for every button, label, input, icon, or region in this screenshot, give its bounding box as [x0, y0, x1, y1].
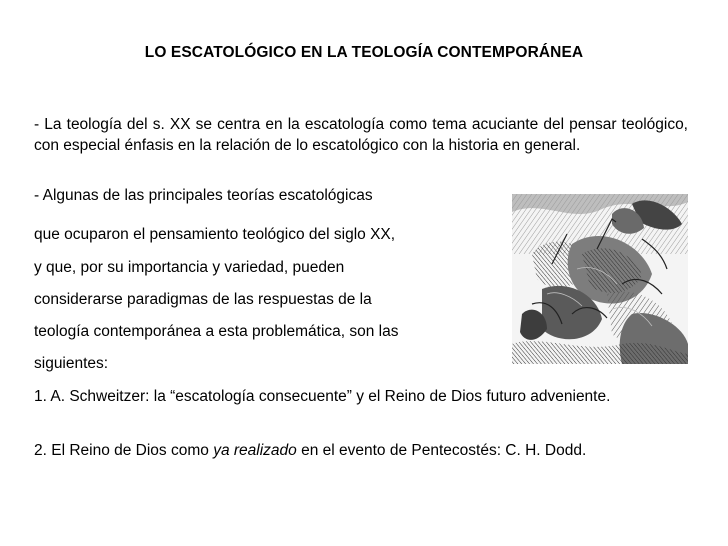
item2-suffix: en el evento de Pentecostés: C. H. Dodd.	[296, 442, 587, 459]
slide-title: LO ESCATOLÓGICO EN LA TEOLOGÍA CONTEMPORÁNEA	[144, 44, 584, 61]
theories-line-5: teología contemporánea a esta problemática, son las	[34, 323, 399, 340]
theories-line-4: considerarse paradigmas de las respuestas de la	[34, 291, 372, 308]
item2-italic: ya realizado	[213, 442, 297, 459]
item2-prefix: 2. El Reino de Dios como	[34, 442, 214, 459]
theories-line-3: y que, por su importancia y variedad, pueden	[34, 259, 345, 276]
engraving-illustration	[512, 194, 688, 364]
list-item-dodd	[34, 440, 688, 461]
theories-line-6: siguientes:	[34, 355, 109, 372]
theories-line-1: - Algunas de las principales teorías escatológicas	[34, 187, 373, 204]
list-item-schweitzer: 1. A. Schweitzer: la “escatología consecuente” y el Reino de Dios futuro adveniente.	[34, 388, 611, 405]
theories-line-2: que ocuparon el pensamiento teológico del siglo XX,	[34, 226, 396, 243]
paragraph-intro: - La teología del s. XX se centra en la escatología como tema acuciante del pensar teológico, con especial énfasis en la relación de lo escatológico con la historia en general.	[34, 116, 688, 154]
